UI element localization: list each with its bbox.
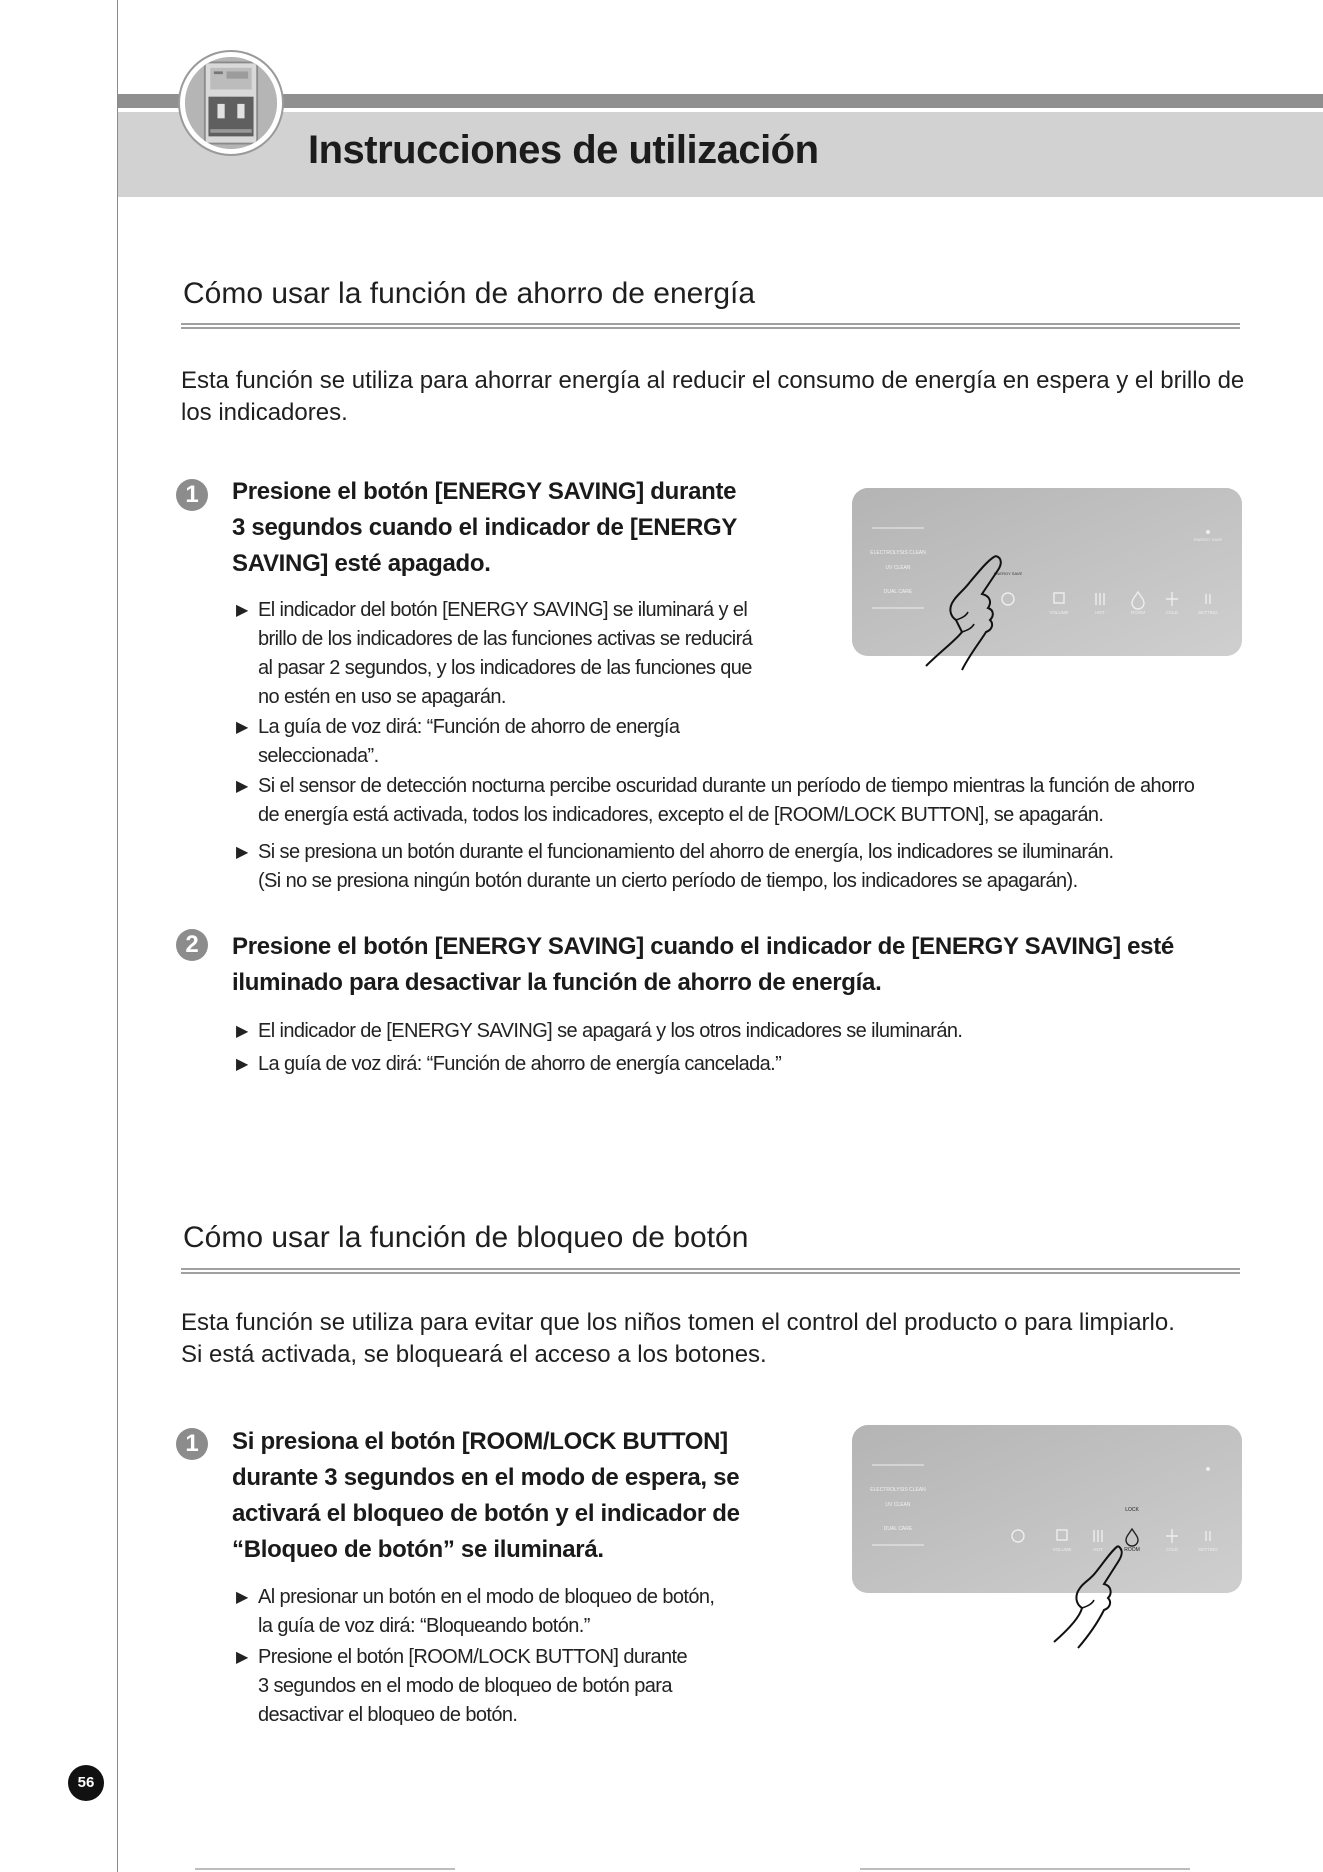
step-heading (232, 474, 737, 582)
list-item: ▶ El indicador de [ENERGY SAVING] se apagará y los otros indicadores se iluminarán. (236, 1017, 1246, 1046)
step-heading-line: Presione el botón [ENERGY SAVING] cuando el indicador de [ENERGY SAVING] esté (232, 933, 1174, 960)
bullet-arrow-icon: ▶ (236, 844, 248, 861)
panel-label: COLD (1165, 610, 1179, 615)
step-number-badge: 1 (176, 479, 208, 511)
bullet-arrow-icon: ▶ (236, 1056, 248, 1073)
panel-label: ROOM (1131, 610, 1145, 615)
control-panel-illustration (852, 488, 1242, 656)
footer-rule (195, 1868, 455, 1870)
pressing-hand-icon (920, 552, 1040, 672)
step-heading (232, 929, 1174, 1001)
bullet-arrow-icon: ▶ (236, 778, 248, 795)
section-intro-energy-saving: Esta función se utiliza para ahorrar energía al reducir el consumo de energía en espera y el brillo de los indicadores. (181, 367, 1245, 426)
page-margin-line (117, 0, 118, 1872)
section-rule (181, 1268, 1240, 1274)
panel-label: HOT (1095, 610, 1105, 615)
page-number-badge: 56 (68, 1765, 104, 1801)
step-heading-line: activará el bloqueo de botón y el indicador de (232, 1500, 740, 1527)
panel-label: DUAL CARE (883, 589, 913, 595)
step-heading-line: Presione el botón [ENERGY SAVING] durante (232, 478, 737, 505)
dispenser-icon (180, 52, 282, 154)
step-heading-line: SAVING] esté apagado. (232, 550, 491, 577)
footer-rule (860, 1868, 1190, 1870)
panel-label: ENERGY SAVE (993, 571, 1023, 576)
panel-label: ROOM (1124, 1547, 1140, 1553)
panel-label: LOCK (1125, 1507, 1139, 1513)
panel-label: VOLUME (1049, 610, 1069, 615)
panel-label: DUAL CARE (883, 1526, 913, 1532)
bullet-arrow-icon: ▶ (236, 1589, 248, 1606)
bullet-arrow-icon: ▶ (236, 1023, 248, 1040)
step-number-badge: 2 (176, 929, 208, 961)
list-item: ▶ Si se presiona un botón durante el funcionamiento del ahorro de energía, los indicadores se iluminarán. (Si no se presiona ningún botón durante un cierto período de tiempo, los indicadores se apagarán). (236, 838, 1246, 896)
section-title-energy-saving: Cómo usar la función de ahorro de energía (183, 277, 756, 310)
step-heading-line: durante 3 segundos en el modo de espera, se (232, 1464, 740, 1491)
list-item: ▶ Si el sensor de detección nocturna percibe oscuridad durante un período de tiempo mientras la función de ahorro de energía está activada, todos los indicadores, excepto el de [ROOM/LOCK BUTTON], se apagarán. (236, 772, 1246, 830)
page-title: Instrucciones de utilización (308, 128, 819, 172)
panel-label: SETTING (1198, 1547, 1218, 1552)
section-rule (181, 323, 1240, 329)
section-title-button-lock: Cómo usar la función de bloqueo de botón (183, 1221, 749, 1254)
panel-label: ENERGY SAVE (1193, 537, 1223, 542)
list-item: ▶ La guía de voz dirá: “Función de ahorro de energía cancelada.” (236, 1050, 1246, 1079)
list-item: ▶ El indicador del botón [ENERGY SAVING] se iluminará y el brillo de los indicadores de las funciones activas se reducirá al pasar 2 segundos, y los indicadores de las funciones que no estén en uso se apagarán. (236, 596, 796, 712)
list-item: ▶ La guía de voz dirá: “Función de ahorro de energía seleccionada”. (236, 713, 796, 771)
list-item: ▶ Al presionar un botón en el modo de bloqueo de botón, la guía de voz dirá: “Bloqueando botón.” (236, 1583, 796, 1641)
list-item: ▶ Presione el botón [ROOM/LOCK BUTTON] durante 3 segundos en el modo de bloqueo de botón para desactivar el bloqueo de botón. (236, 1643, 796, 1730)
panel-label: HOT (1093, 1547, 1103, 1552)
step-number-badge: 1 (176, 1428, 208, 1460)
panel-label: ELECTROLYSIS CLEAN (870, 550, 926, 556)
panel-label: VOLUME (1052, 1547, 1072, 1552)
bullet-arrow-icon: ▶ (236, 1649, 248, 1666)
pressing-hand-icon (1040, 1542, 1150, 1652)
header-top-band (118, 94, 1323, 108)
panel-label: ELECTROLYSIS CLEAN (870, 1487, 926, 1493)
step-heading-line: 3 segundos cuando el indicador de [ENERGY (232, 514, 738, 541)
panel-label: UV CLEAN (885, 1502, 911, 1508)
step-heading (232, 1424, 740, 1568)
bullet-arrow-icon: ▶ (236, 719, 248, 736)
step-heading-line: iluminado para desactivar la función de ahorro de energía. (232, 969, 882, 996)
panel-label: UV CLEAN (885, 565, 911, 571)
step-heading-line: Si presiona el botón [ROOM/LOCK BUTTON] (232, 1428, 728, 1455)
step-heading-line: “Bloqueo de botón” se iluminará. (232, 1536, 604, 1563)
panel-label: COLD (1165, 1547, 1179, 1552)
section-intro-button-lock: Esta función se utiliza para evitar que los niños tomen el control del producto o para limpiarlo. Si está activada, se bloqueará el acceso a los botones. (181, 1309, 1175, 1368)
panel-label: SETTING (1198, 610, 1218, 615)
bullet-arrow-icon: ▶ (236, 602, 248, 619)
